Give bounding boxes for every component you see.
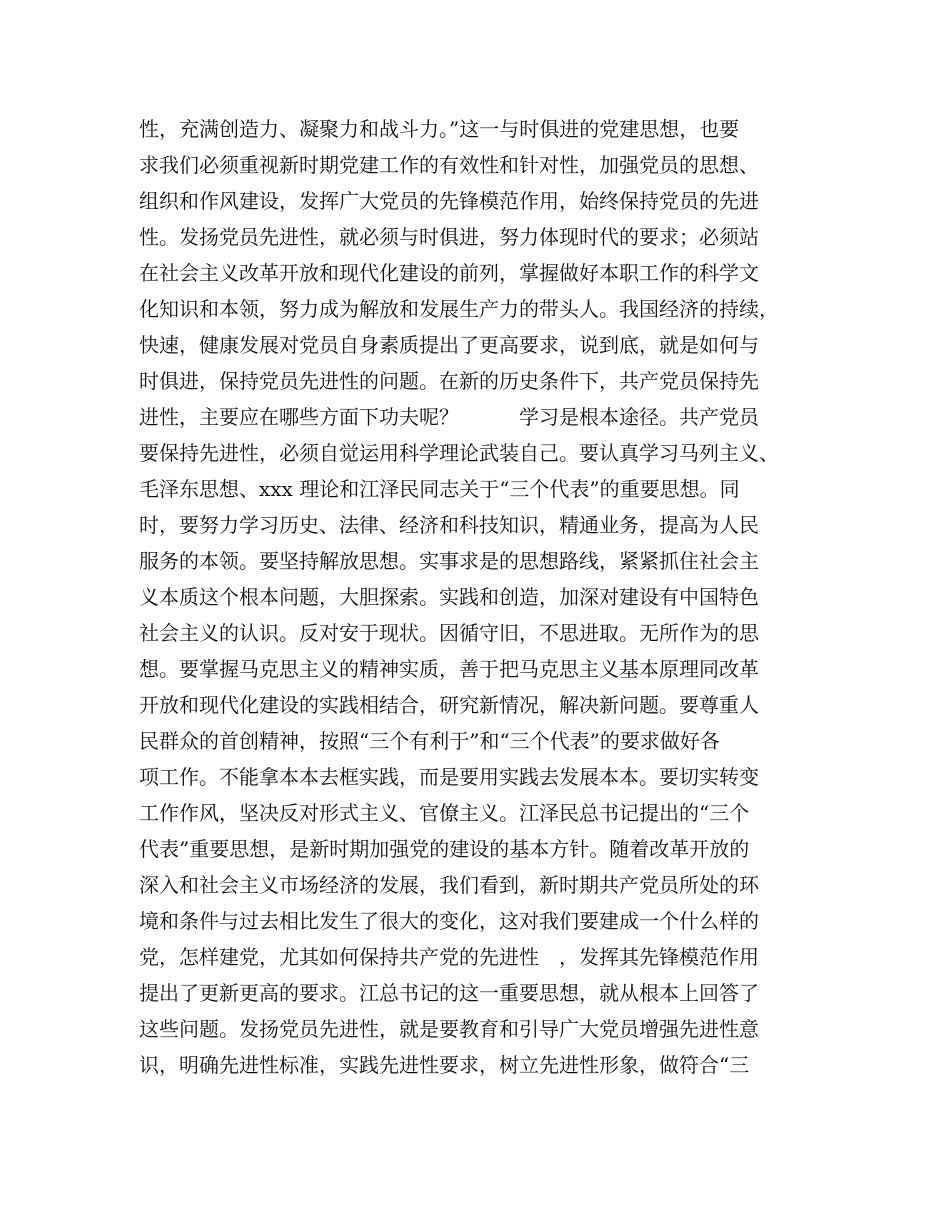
text-line: 想。要掌握马克思主义的精神实质，善于把马克思主义基本原理同改革	[139, 657, 759, 681]
text-line: 毛泽东思想、xxx 理论和江泽民同志关于“三个代表”的重要思想。同	[139, 477, 740, 501]
text-line: 要保持先进性，必须自觉运用科学理论武装自己。要认真学习马列主义、	[139, 441, 779, 465]
text-line: 这些问题。发扬党员先进性，就是要教育和引导广大党员增强先进性意	[139, 1017, 759, 1041]
body-text	[139, 111, 829, 1083]
text-line: 党，怎样建党，尤其如何保持共产党的先进性 ，发挥其先锋模范作用	[139, 945, 759, 969]
text-line: 项工作。不能拿本本去框实践，而是要用实践去发展本本。要切实转变	[139, 765, 759, 789]
text-line: 进性，主要应在哪些方面下功夫呢？ 学习是根本途径。共产党员	[139, 405, 759, 429]
text-line: 社会主义的认识。反对安于现状。因循守旧，不思进取。无所作为的思	[139, 621, 759, 645]
text-line: 义本质这个根本问题，大胆探索。实践和创造，加深对建设有中国特色	[139, 585, 759, 609]
text-line: 性。发扬党员先进性，就必须与时俱进，努力体现时代的要求；必须站	[139, 225, 759, 249]
text-line: 深入和社会主义市场经济的发展，我们看到，新时期共产党员所处的环	[139, 873, 759, 897]
text-line: 境和条件与过去相比发生了很大的变化，这对我们要建成一个什么样的	[139, 909, 759, 933]
text-line: 代表”重要思想，是新时期加强党的建设的基本方针。随着改革开放的	[139, 837, 750, 861]
text-line: 民群众的首创精神，按照“三个有利于”和“三个代表”的要求做好各	[139, 729, 720, 753]
text-line: 时俱进，保持党员先进性的问题。在新的历史条件下，共产党员保持先	[139, 369, 759, 393]
text-line: 识，明确先进性标准，实践先进性要求，树立先进性形象，做符合“三	[139, 1053, 750, 1077]
text-line: 工作作风，坚决反对形式主义、官僚主义。江泽民总书记提出的“三个	[139, 801, 750, 825]
text-line: 服务的本领。要坚持解放思想。实事求是的思想路线，紧紧抓住社会主	[139, 549, 759, 573]
text-line: 化知识和本领，努力成为解放和发展生产力的带头人。我国经济的持续，	[139, 297, 779, 321]
text-line: 提出了更新更高的要求。江总书记的这一重要思想，就从根本上回答了	[139, 981, 759, 1005]
text-line: 时，要努力学习历史、法律、经济和科技知识，精通业务，提高为人民	[139, 513, 759, 537]
text-line: 在社会主义改革开放和现代化建设的前列，掌握做好本职工作的科学文	[139, 261, 759, 285]
text-line: 开放和现代化建设的实践相结合，研究新情况，解决新问题。要尊重人	[139, 693, 759, 717]
text-line: 性，充满创造力、凝聚力和战斗力。”这一与时俱进的党建思想，也要	[139, 117, 740, 141]
text-line: 组织和作风建设，发挥广大党员的先锋模范作用，始终保持党员的先进	[139, 189, 759, 213]
text-line: 快速，健康发展对党员自身素质提出了更高要求，说到底，就是如何与	[139, 333, 759, 357]
text-line: 求我们必须重视新时期党建工作的有效性和针对性，加强党员的思想、	[139, 153, 759, 177]
